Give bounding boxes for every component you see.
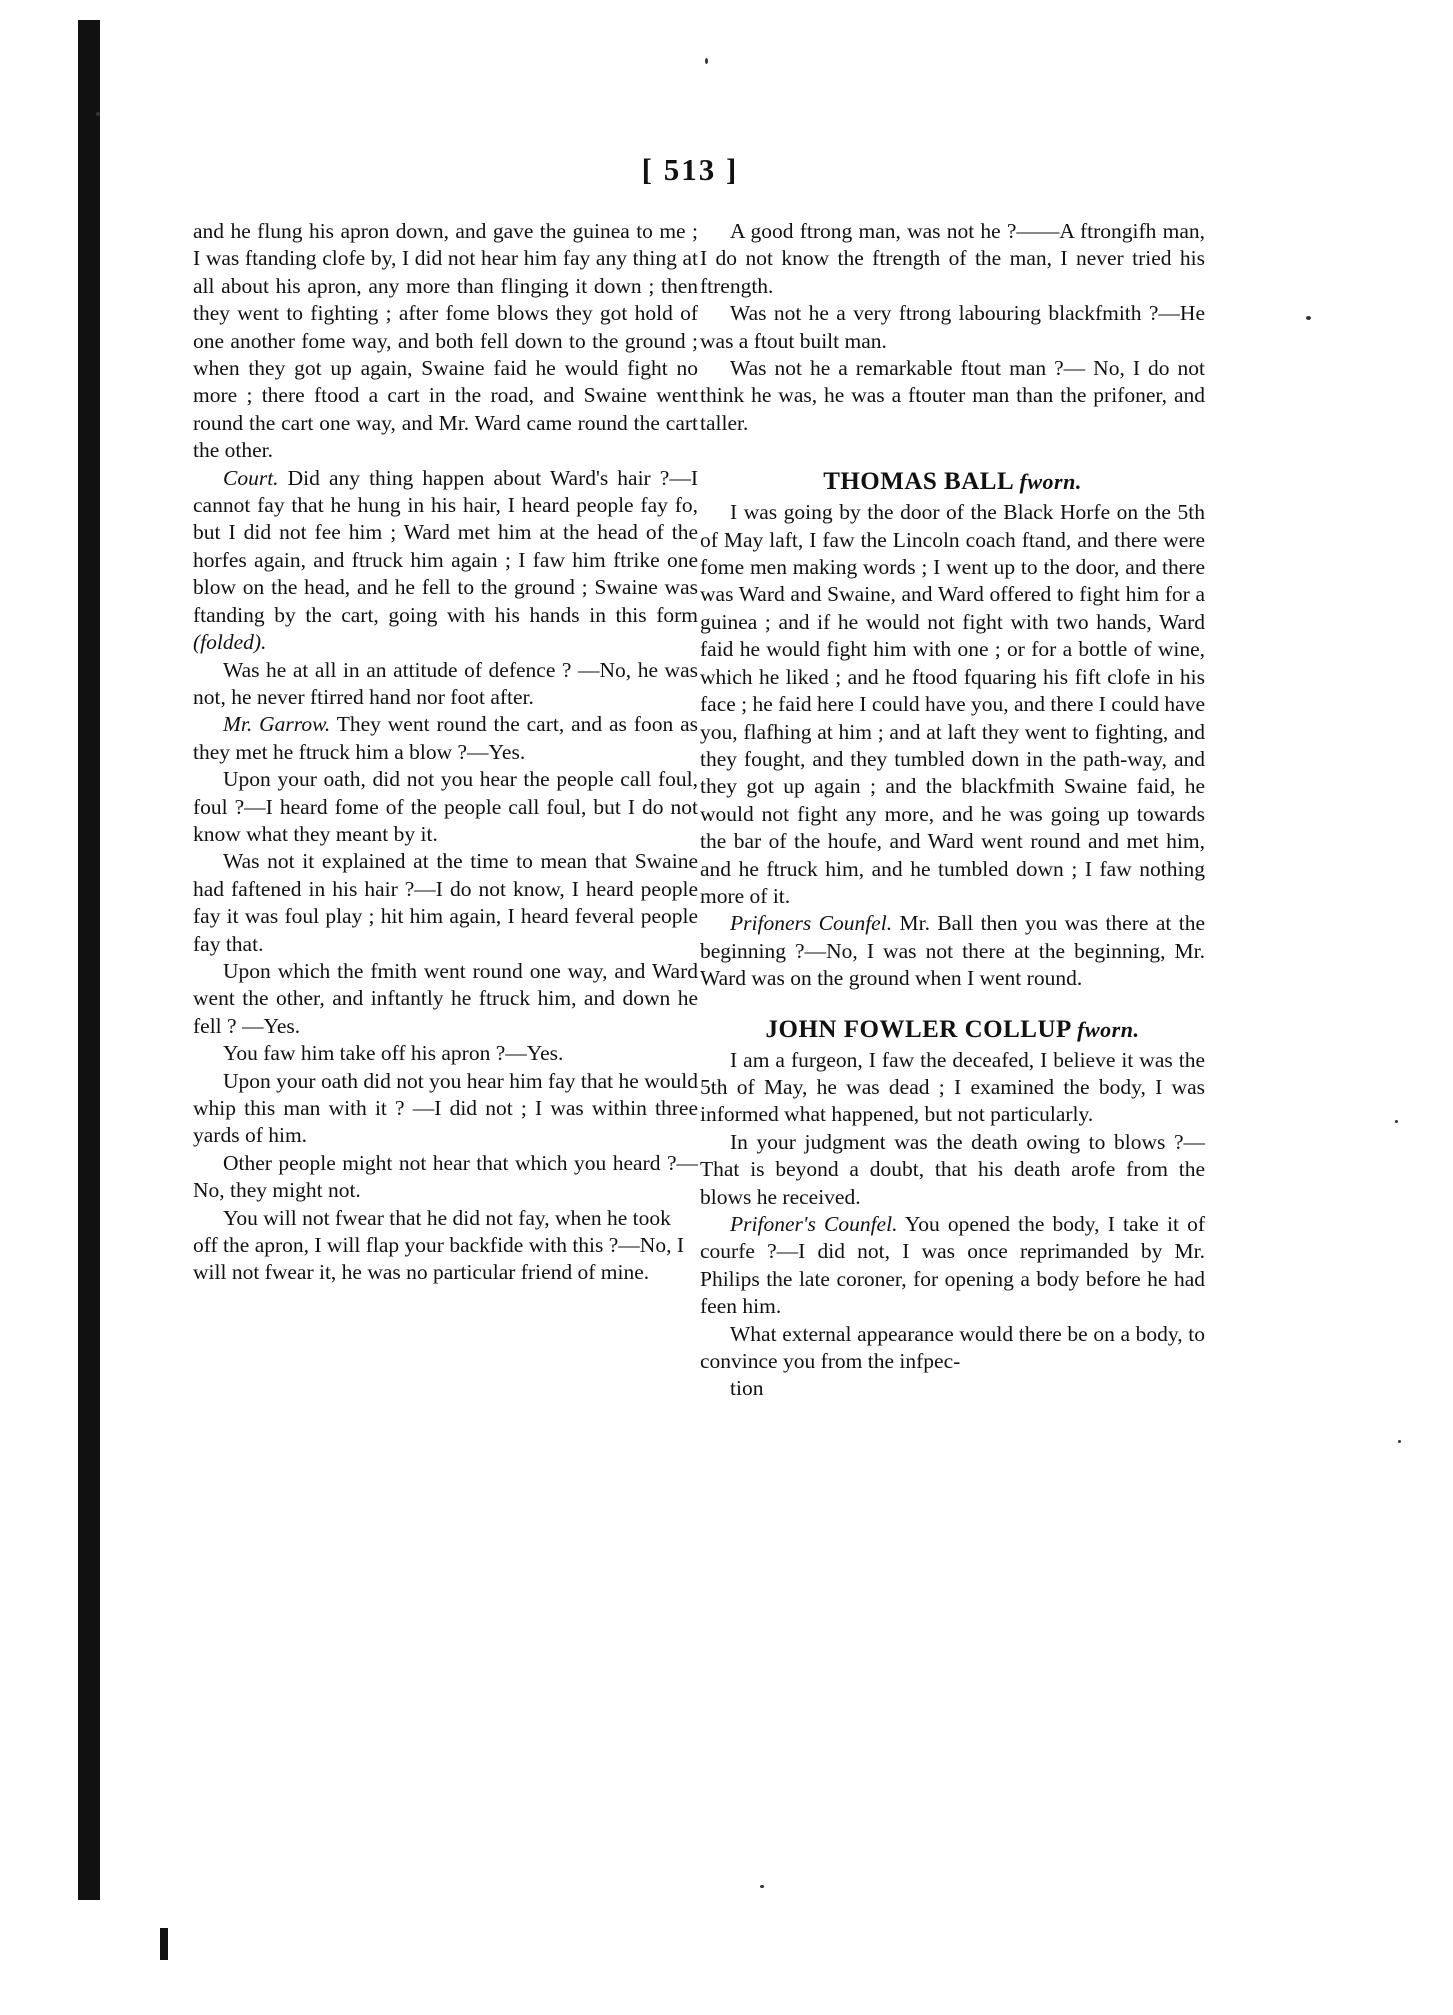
speaker-label: Prifoner's Counfel.: [730, 1212, 898, 1236]
speck: [96, 112, 100, 116]
paragraph: [700, 910, 1205, 992]
witness-heading: [700, 1013, 1205, 1047]
left-column: [193, 218, 698, 1287]
paragraph-text: Mr. Ball then you was there at the beginning ?—No, I was not there at the beginning, Mr. Ward was on the ground when I went round.: [700, 911, 1206, 991]
paragraph: Other people might not hear that which you heard ?—No, they might not.: [193, 1150, 698, 1203]
speck: [760, 1885, 764, 1888]
italic-note: (folded).: [193, 630, 267, 655]
paragraph-text: You opened the body, I take it of courfe ?—I did not, I was once reprimanded by Mr. Philips the late coroner, for opening a body before he had feen him.: [700, 1212, 1206, 1319]
paragraph: [193, 711, 698, 766]
paragraph: and he flung his apron down, and gave the guinea to me ; I was ftanding clofe by, I did not hear him fay any thing at all about his apron, any more than flinging it down ; then they went to fighting ; after fome blows they got hold of one another fome way, and both fell down to the ground ; when they got up again, Swaine faid he would fight no more ; there ftood a cart in the road, and Swaine went round the cart one way, and Mr. Ward came round the cart the other.: [193, 219, 698, 463]
paragraph: You will not fwear that he did not fay, when he took off the apron, I will flap your backfide with this ?—No, I will not fwear it, he was no particular friend of mine.: [193, 1205, 684, 1285]
paragraph: I am a furgeon, I faw the deceafed, I believe it was the 5th of May, he was dead ; I examined the body, I was informed what happened, but not particularly.: [700, 1047, 1205, 1127]
paragraph: [700, 1211, 1205, 1321]
witness-name: JOHN FOWLER COLLUP: [765, 1015, 1071, 1043]
paragraph: Was not he a remarkable ftout man ?— No, I do not think he was, he was a ftouter man than the prifoner, and taller.: [700, 356, 1205, 435]
speck: [1306, 316, 1311, 320]
paragraph: Was he at all in an attitude of defence ? —No, he was not, he never ftirred hand nor foot after.: [193, 657, 698, 709]
speck: [705, 58, 708, 64]
paragraph: In your judgment was the death owing to blows ?—That is beyond a doubt, that his death arofe from the blows he received.: [700, 1129, 1205, 1209]
sworn-label: fworn.: [1019, 469, 1082, 495]
paragraph: Upon your oath, did not you hear the people call foul, foul ?—I heard fome of the people call foul, but I do not know what they meant by it.: [193, 767, 698, 846]
paragraph: You faw him take off his apron ?—Yes.: [223, 1041, 564, 1066]
sworn-label: fworn.: [1077, 1016, 1140, 1042]
paragraph: What external appearance would there be on a body, to convince you from the infpec-: [700, 1321, 1205, 1374]
binding-shadow: [78, 20, 100, 1900]
speaker-label: Mr. Garrow.: [223, 712, 331, 737]
speck: [1395, 1120, 1398, 1123]
paragraph: I was going by the door of the Black Horfe on the 5th of May laft, I faw the Lincoln coach ftand, and there were fome men making words ; I went up to the door, and there was Ward and Swaine, and Ward offered to fight him for a guinea ; and if he would not fight with two hands, Ward faid he would fight him with one ; or for a bottle of wine, which he liked ; and he ftood fquaring his fift clofe in his face ; he faid here I could have you, and there I could have you, flafhing at him ; and at laft they went to fighting, and they fought, and they tumbled down in the path-way, and they got up again ; and the blackfmith Swaine faid, he would not fight any more, and he was going up towards the bar of the houfe, and Ward went round and met him, and he ftruck him, and he tumbled down ; I faw nothing more of it.: [700, 500, 1206, 908]
speaker-label: Prifoners Counfel.: [730, 911, 893, 936]
paragraph: Upon which the fmith went round one way, and Ward went the other, and inftantly he ftruck him, and down he fell ? —Yes.: [193, 958, 698, 1038]
binding-mark: [160, 1928, 168, 1960]
catchword: tion: [730, 1376, 764, 1401]
witness-heading: [700, 465, 1205, 499]
paragraph: [193, 465, 698, 657]
right-column: [700, 218, 1205, 1403]
paragraph-text: Did any thing happen about Ward's hair ?—I cannot fay that he hung in his hair, I heard people fay fo, but I did not fee him ; Ward met him at the head of the horfes again, and ftruck him again ; I faw him ftrike one blow on the head, and he fell to the ground ; Swaine was ftanding by the cart, going with his hands in this form: [193, 465, 698, 627]
paragraph-text: They went round the cart, and as foon as they met he ftruck him a blow ?—Yes.: [193, 712, 698, 764]
paragraph: A good ftrong man, was not he ?——A ftrongifh man, I do not know the ftrength of the man, I never tried his ftrength.: [700, 219, 1205, 298]
speck: [1398, 1440, 1401, 1443]
witness-name: THOMAS BALL: [823, 468, 1013, 496]
paragraph: Upon your oath did not you hear him fay that he would whip this man with it ? —I did not ; I was within three yards of him.: [193, 1068, 698, 1148]
speaker-label: Court.: [223, 465, 279, 490]
page-number: [ 513 ]: [641, 152, 739, 187]
paragraph: Was not it explained at the time to mean that Swaine had faftened in his hair ?—I do not know, I heard people fay it was foul play ; hit him again, I heard feveral people fay that.: [193, 849, 698, 956]
paragraph: Was not he a very ftrong labouring blackfmith ?—He was a ftout built man.: [700, 301, 1205, 353]
